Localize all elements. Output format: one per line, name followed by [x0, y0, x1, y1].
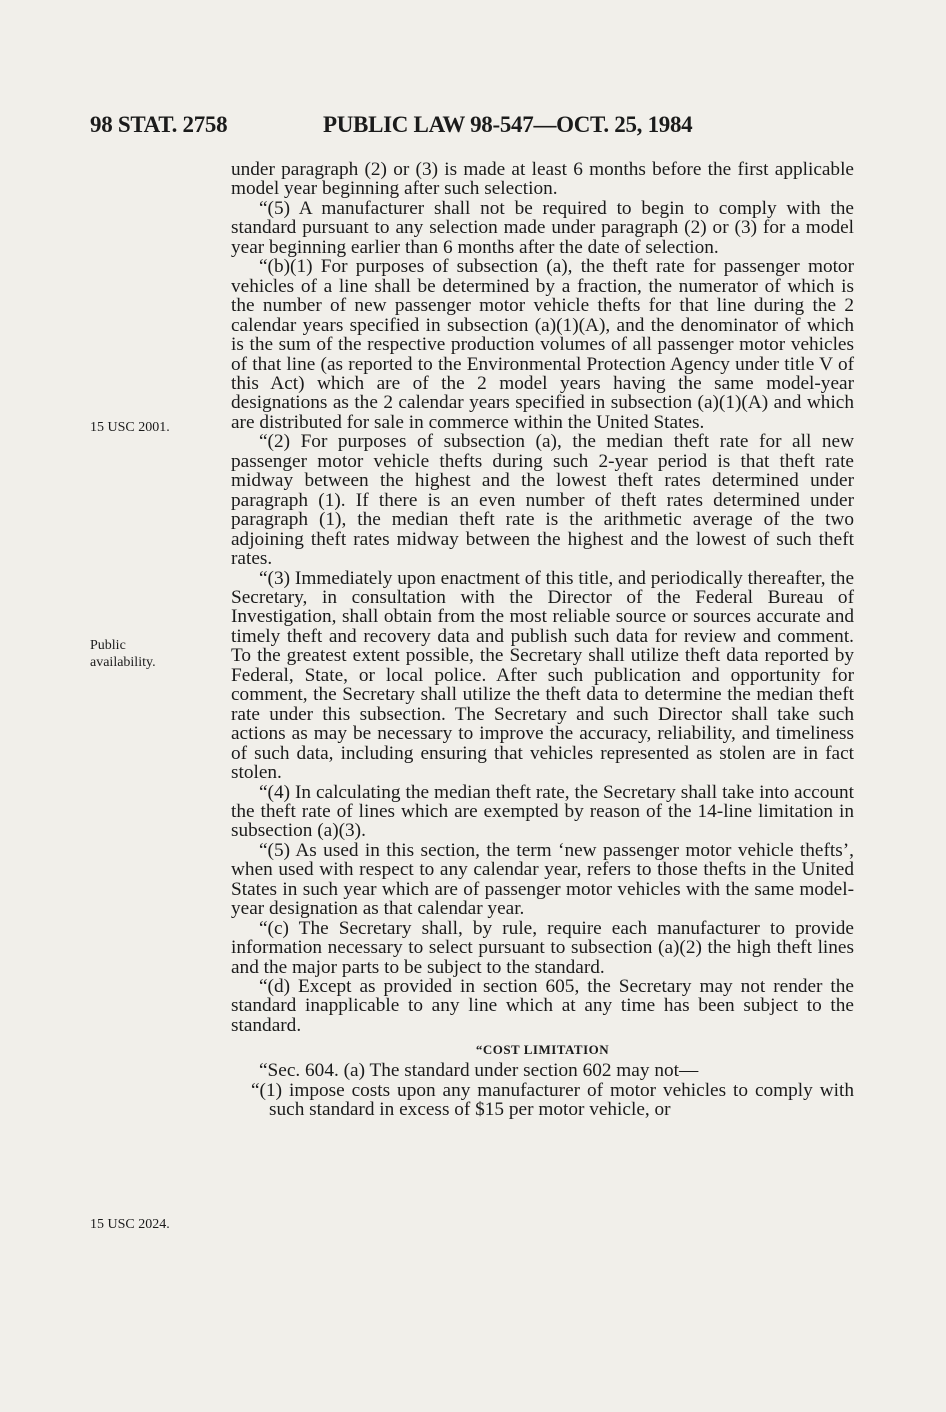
document-body — [231, 160, 854, 1120]
paragraph-604-a1: “(1) impose costs upon any manufacturer of motor vehicles to comply with such standard in excess of $15 per motor vehicle, or — [251, 1079, 854, 1121]
paragraph-continuation: under paragraph (2) or (3) is made at least 6 months before the first applicable model year beginning after such selection. — [231, 159, 854, 200]
section-heading-cost-limitation: “COST LIMITATION — [475, 1042, 610, 1058]
law-title-header: PUBLIC LAW 98-547—OCT. 25, 1984 — [323, 112, 693, 137]
margin-note-usc-2024: 15 USC 2024. — [90, 1217, 170, 1232]
paragraph-b5: “(5) As used in this section, the term ‘new passenger motor vehicle thefts’, when used with respect to any calendar year, refers to those thefts in the United States in such year which are of passenger motor vehicles with the same model-year designation as that calendar year. — [231, 839, 854, 920]
paragraph-b2: “(2) For purposes of subsection (a), the median theft rate for all new passenger motor vehicle thefts during such 2-year period is that theft rate midway between the highest and the lowest theft rates determined under paragraph (1). If there is an even number of theft rates determined under paragraph (1), the median theft rate is the arithmetic average of the two adjoining theft rates midway between the highest and the lowest of such theft rates. — [231, 431, 854, 570]
paragraph-b1: “(b)(1) For purposes of subsection (a), the theft rate for passenger motor vehicles of a line shall be determined by a fraction, the numerator of which is the number of new passenger motor vehicle thefts for that line during the 2 calendar years specified in subsection (a)(1)(A), and the denominator of which is the sum of the respective production volumes of all passenger motor vehicles of that line (as reported to the Environmental Protection Agency under title V of this Act) which are of the 2 model years having the same model-year designations as the 2 calendar years specified in subsection (a)(1)(A) and which are distributed for sale in commerce within the United States. — [231, 256, 854, 433]
paragraph-sec-604: “Sec. 604. (a) The standard under section 602 may not— — [259, 1060, 699, 1082]
paragraph-b4: “(4) In calculating the median theft rate, the Secretary shall take into account the theft rate of lines which are exempted by reason of the 14-line limitation in subsection (a)(3). — [231, 781, 854, 842]
paragraph-c: “(c) The Secretary shall, by rule, require each manufacturer to provide information necessary to select pursuant to subsection (a)(2) the high theft lines and the major parts to be subject to the standard. — [231, 917, 854, 978]
margin-note-availability: availability. — [90, 655, 156, 670]
margin-note-usc-2001: 15 USC 2001. — [90, 420, 170, 435]
paragraph-d: “(d) Except as provided in section 605, the Secretary may not render the standard inapplicable to any line which at any time has been subject to the standard. — [231, 976, 854, 1036]
margin-note-public: Public — [90, 638, 126, 653]
stat-page-number: 98 STAT. 2758 — [90, 112, 228, 137]
paragraph-a5: “(5) A manufacturer shall not be required to begin to comply with the standard pursuant to any selection made under paragraph (2) or (3) for a model year beginning earlier than 6 months after the date of selection. — [231, 197, 854, 258]
paragraph-b3: “(3) Immediately upon enactment of this title, and periodically thereafter, the Secretary, in consultation with the Director of the Federal Bureau of Investigation, shall obtain from the most reliable source or sources accurate and timely theft and recovery data and publish such data for review and comment. To the greatest extent possible, the Secretary shall utilize theft data reported by Federal, State, or local police. After such publication and opportunity for comment, the Secretary shall utilize the theft data to determine the median theft rate under this subsection. The Secretary and such Director shall take such actions as may be necessary to improve the accuracy, reliability, and timeliness of such data, including ensuring that vehicles represented as stolen are in fact stolen. — [231, 567, 854, 784]
